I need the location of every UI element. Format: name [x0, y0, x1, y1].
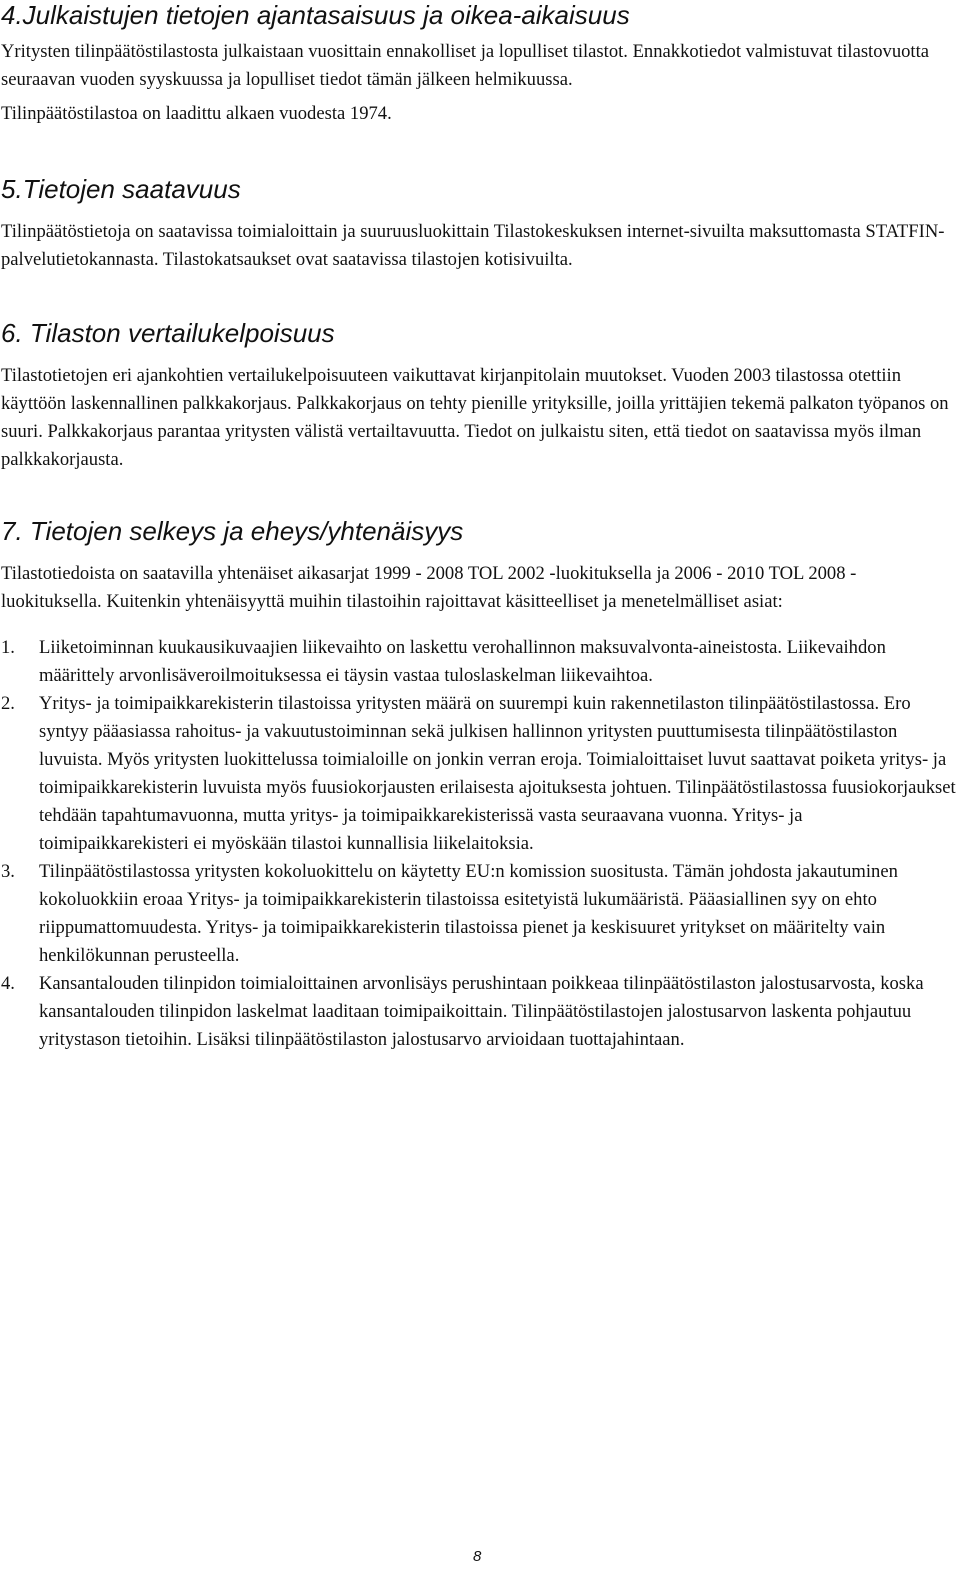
list-item-text: Yritys- ja toimipaikkarekisterin tilastoissa yritysten määrä on suurempi kuin rakennetilaston tilinpäätöstilastossa. Ero syntyy pääasiassa rahoitus- ja vakuutustoiminnan sekä julkisen hallinnon yritysten puuttumisesta tilinpäätöstilaston luvuista. Myös yritysten luokittelussa toimialoille on jonkin verran eroja. Toimialoittaiset luvut saattavat poiketa yritys- ja toimipaikkarekisterin luvuista myös fuusiokorjausten erilaisesta ajoituksesta johtuen. Tilinpäätöstilastossa fuusiokorjaukset tehdään tapahtumavuonna, mutta yritys- ja toimipaikkarekisterissä vasta seuraavana vuonna. Yritys- ja toimipaikkarekisteri ei myöskään tilastoi kunnallisia liikelaitoksia.: [39, 693, 956, 854]
list-item-text: Liiketoiminnan kuukausikuvaajien liikevaihto on laskettu verohallinnon maksuvalvonta-aineistosta. Liikevaihdon määrittely arvonlisäveroilmoituksessa ei täysin vastaa tuloslaskelman liikevaihtoa.: [39, 637, 886, 686]
list-item-text: Kansantalouden tilinpidon toimialoittainen arvonlisäys perushintaan poikkeaa tilinpäätöstilaston jalostusarvosta, koska kansantalouden tilinpidon laskelmat laaditaan toimipaikoittain. Tilinpäätöstilastojen jalostusarvon laskenta pohjautuu yritystason tietoihin. Lisäksi tilinpäätöstilaston jalostusarvo arvioidaan tuottajahintaan.: [39, 973, 924, 1050]
section-6-paragraph: Tilastotietojen eri ajankohtien vertailukelpoisuuteen vaikuttavat kirjanpitolain muutokset. Vuoden 2003 tilastossa otettiin käyttöön laskennallinen palkkakorjaus. Palkkakorjaus on tehty pienille yrityksille, joilla yrittäjien tekemä palkaton työpanos on suuri. Palkkakorjaus parantaa yritysten välistä vertailtavuutta. Tiedot on julkaistu siten, että tiedot on saatavissa myös ilman palkkakorjausta.: [1, 365, 949, 470]
page-number: 8: [473, 1548, 482, 1565]
section-5-paragraph: Tilinpäätöstietoja on saatavissa toimialoittain ja suuruusluokittain Tilastokeskuksen internet-sivuilta maksuttomasta STATFIN-palvelutietokannasta. Tilastokatsaukset ovat saatavissa tilastojen kotisivuilta.: [1, 221, 945, 270]
list-item-number: 3.: [1, 861, 15, 882]
section-4-paragraph-1: Yritysten tilinpäätöstilastosta julkaistaan vuosittain ennakolliset ja lopulliset tilastot. Ennakkotiedot valmistuvat tilastovuotta seuraavan vuoden syyskuussa ja lopulliset tiedot tämän jälkeen helmikuussa.: [1, 41, 929, 90]
section-5: [1, 174, 956, 274]
list-item: [1, 690, 956, 858]
section-4-heading: 4.Julkaistujen tietojen ajantasaisuus ja oikea-aikaisuus: [1, 0, 630, 30]
list-item: [1, 970, 956, 1054]
section-7-paragraph: Tilastotiedoista on saatavilla yhtenäiset aikasarjat 1999 - 2008 TOL 2002 -luokituksella ja 2006 - 2010 TOL 2008 -luokituksella. Kuitenkin yhtenäisyyttä muihin tilastoihin rajoittavat käsitteelliset ja menetelmälliset asiat:: [1, 563, 857, 612]
section-7: [1, 516, 956, 1054]
section-4-paragraph-2: Tilinpäätöstilastoa on laadittu alkaen vuodesta 1974.: [1, 103, 392, 124]
section-7-heading: 7. Tietojen selkeys ja eheys/yhtenäisyys: [1, 516, 464, 546]
section-4: [1, 0, 956, 128]
list-item-number: 1.: [1, 637, 15, 658]
list-item: [1, 634, 956, 690]
list-item-number: 2.: [1, 693, 15, 714]
list-item-text: Tilinpäätöstilastossa yritysten kokoluokittelu on käytetty EU:n komission suositusta. Tämän johdosta jakautuminen kokoluokkiin eroaa Yritys- ja toimipaikkarekisterin tilastoissa esitetyistä lukumääristä. Pääasiallinen syy on ehto riippumattomuudesta. Yritys- ja toimipaikkarekisterin tilastoissa pienet ja keskisuuret yritykset on määritelty vain henkilökunnan perusteella.: [39, 861, 898, 966]
section-6-heading: 6. Tilaston vertailukelpoisuus: [1, 318, 335, 348]
list-item-number: 4.: [1, 973, 15, 994]
numbered-list: [1, 634, 956, 1054]
list-item: [1, 858, 956, 970]
section-5-heading: 5.Tietojen saatavuus: [1, 174, 241, 204]
section-6: [1, 318, 956, 474]
